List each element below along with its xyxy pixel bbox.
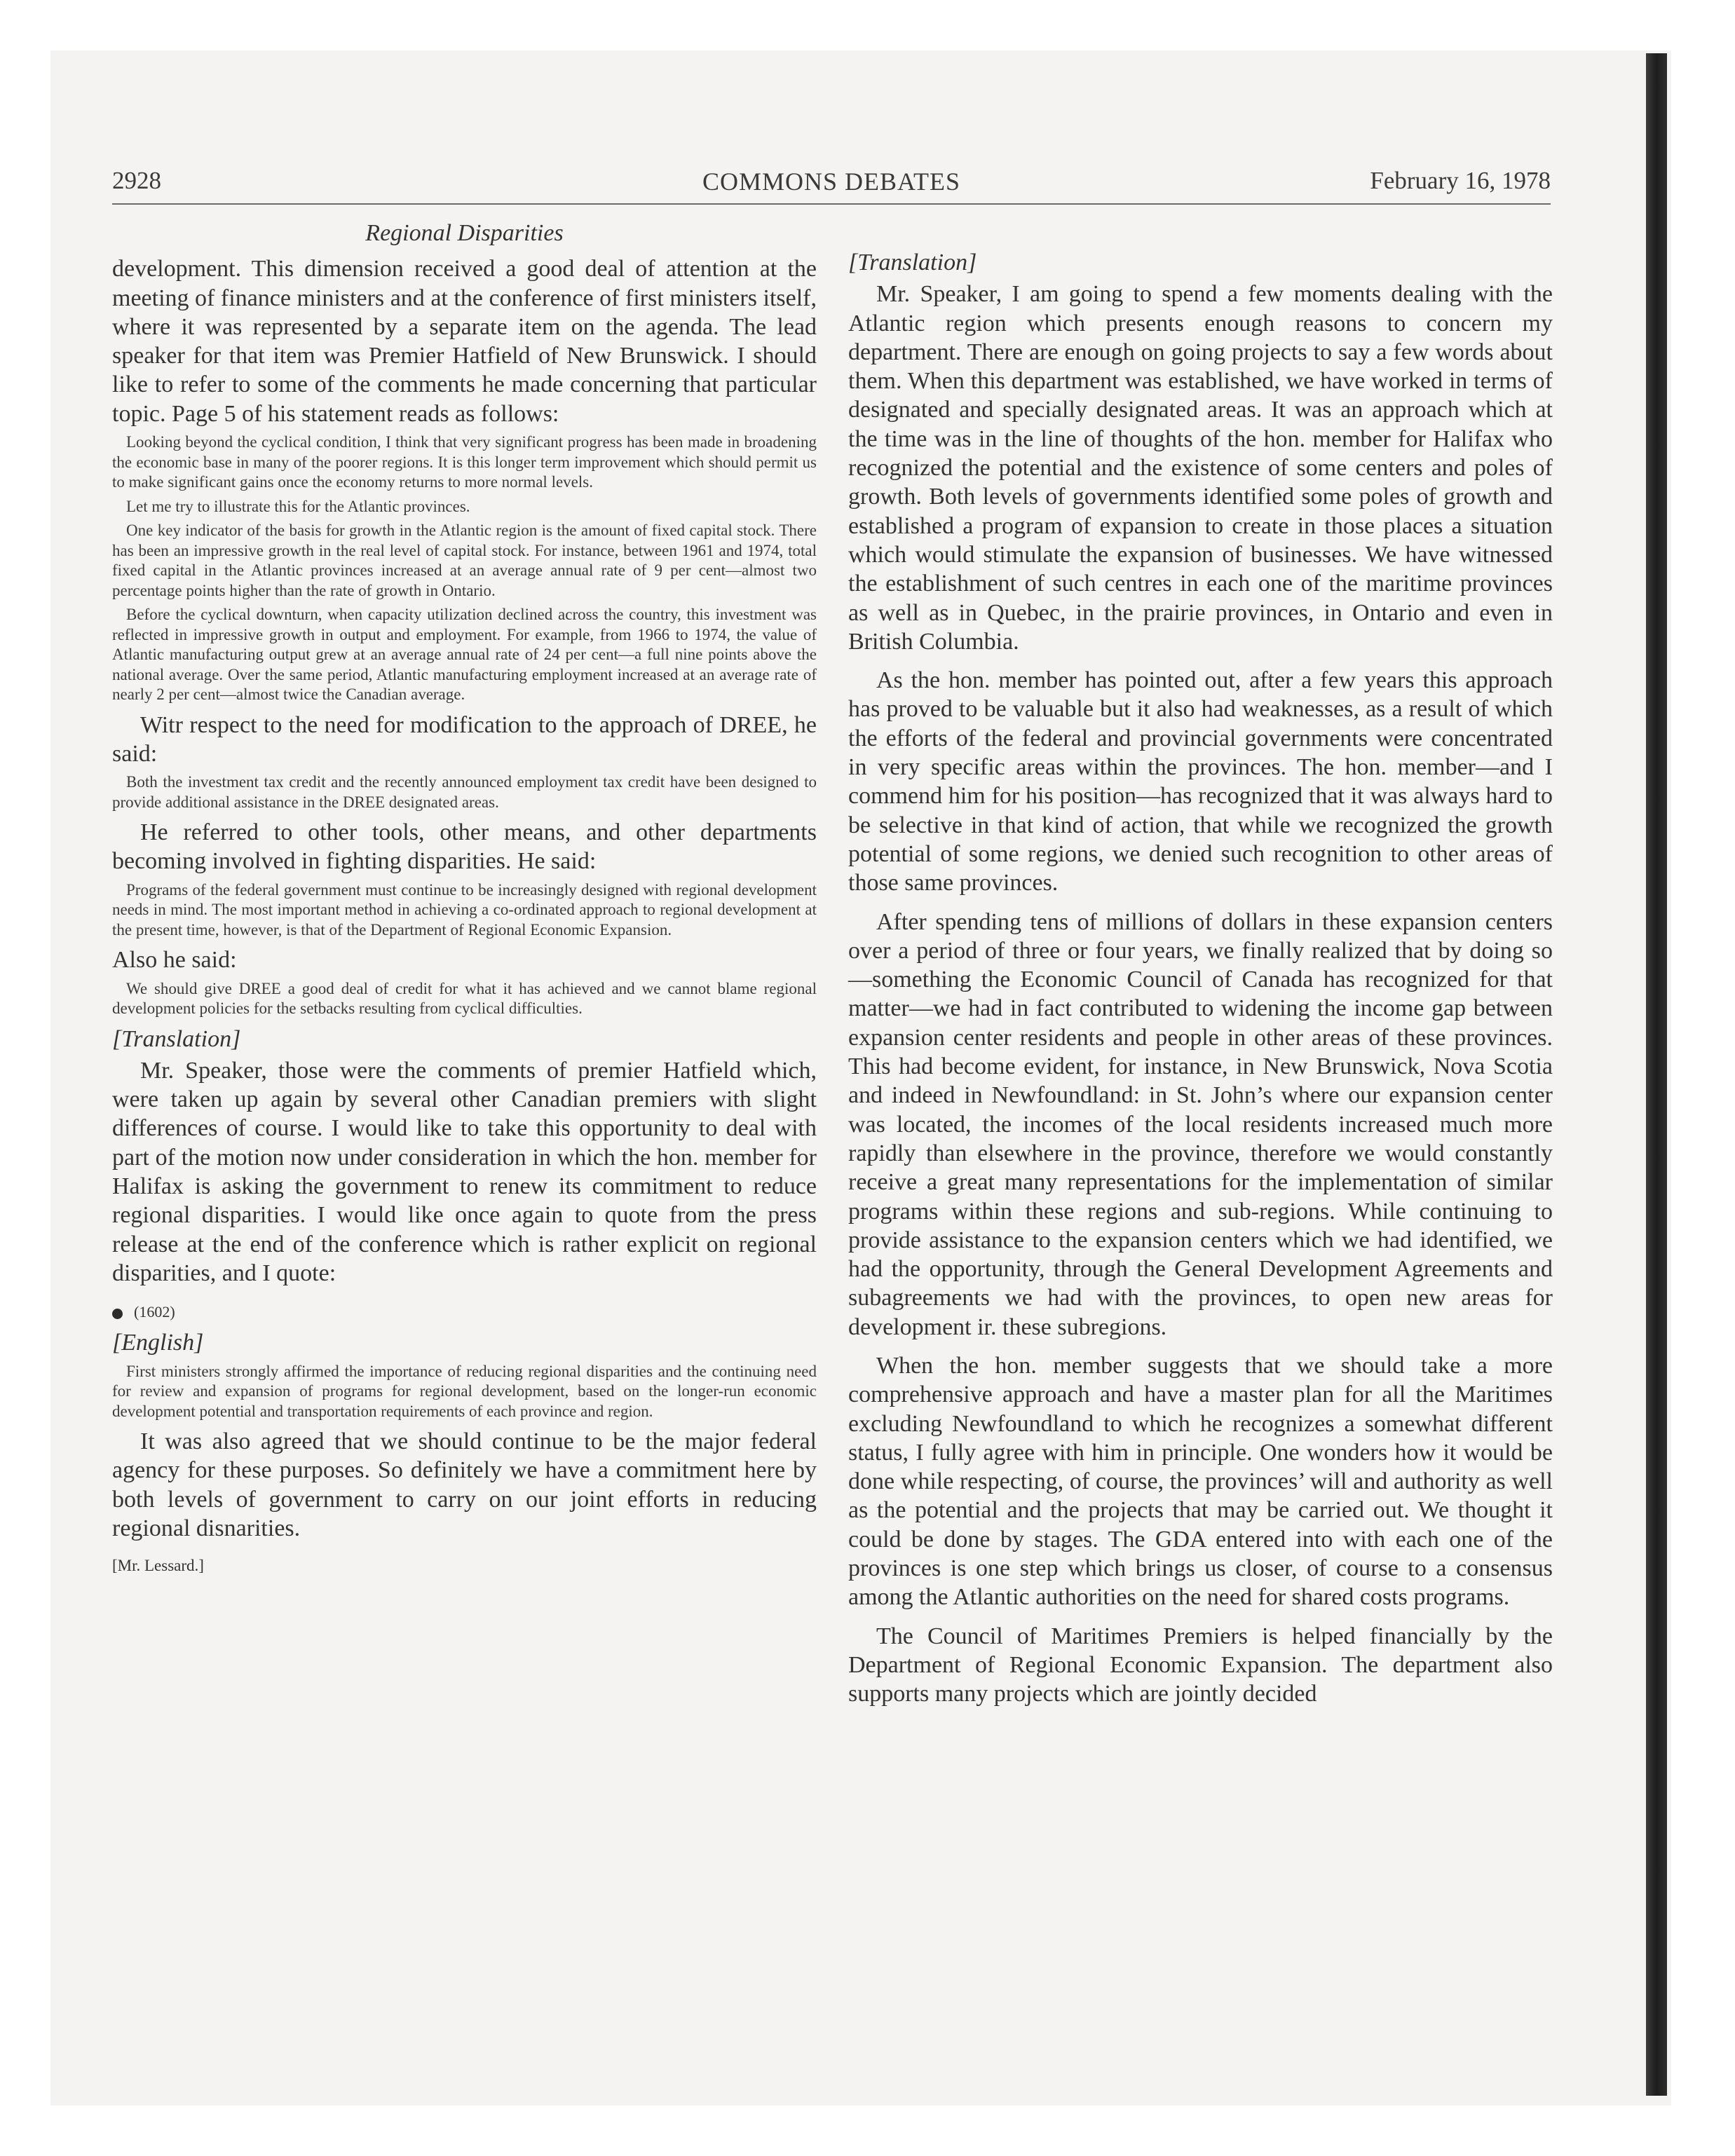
paragraph: development. This dimension received a good deal of attention at the meeting of finance ministers and at the conference of first ministers itself, where it was represented by a separate item on the agenda. The lead speaker for that item was Premier Hatfield of New Brunswick. I should like to refer to some of the comments he made concerning that particular topic. Page 5 of his statement reads as follows: xyxy=(112,256,817,427)
page-number: 2928 xyxy=(112,167,161,194)
header-rule xyxy=(112,203,1551,205)
quote-paragraph: One key indicator of the basis for growth in the Atlantic region is the amount of fixed capital stock. There has been an impressive growth in the real level of capital stock. For instance, between 1961 and 1974, total fixed capital in the Atlantic provinces increased at an average annual rate of 9 per cent—almost two percentage points higher than the rate of growth in Ontario. xyxy=(112,521,817,599)
paragraph: He referred to other tools, other means, and other departments becoming involved in fighting disparities. He said: xyxy=(112,819,817,875)
quote-paragraph: Before the cyclical downturn, when capacity utilization declined across the country, this investment was reflected in impressive growth in output and employment. For example, from 1966 to 1974, the value of Atlantic manufacturing output grew at an average annual rate of 24 per cent—a full nine points above the national average. Over the same period, Atlantic manufacturing employment increased at an average rate of nearly 2 per cent—almost twice the Canadian average. xyxy=(112,606,817,704)
paragraph: Mr. Speaker, those were the comments of premier Hatfield which, were taken up again by several other Canadian premiers with slight differences of course. I would like to take this opportunity to deal with part of the motion now under consideration in which the hon. member for Halifax is asking the government to renew its commitment to reduce regional disparities. I would like once again to quote from the press release at the end of the conference which is rather explicit on regional disparities, and I quote: xyxy=(112,1057,817,1286)
paragraph: When the hon. member suggests that we should take a more comprehensive approach and have a master plan for all the Maritimes excluding Newfoundland to which he recognizes a somewhat different status, I fully agree with him in principle. One wonders how it would be done while respecting, of course, the provinces’ will and authority as well as the potential and the projects that may be carried out. We thought it could be done by stages. The GDA entered into with each one of the provinces is one step which brings us closer, of course to a consensus among the Atlantic authorities on the need for shared costs programs. xyxy=(848,1352,1553,1611)
block-quote xyxy=(112,979,817,1019)
binding-edge xyxy=(1646,53,1667,2096)
left-column xyxy=(112,213,817,1576)
paragraph: Also he said: xyxy=(112,947,237,974)
quote-paragraph: Looking beyond the cyclical condition, I think that very significant progress has been made in broadening the economic base in many of the poorer regions. It is this longer term improvement which should permit us to make significant gains once the economy returns to more normal levels. xyxy=(112,433,817,491)
quote-paragraph: First ministers strongly affirmed the importance of reducing regional disparities and the continuing need for review and expansion of programs for regional development, based on the longer-run economic development potential and transportation requirements of each province and region. xyxy=(112,1362,817,1420)
right-column xyxy=(848,213,1553,1709)
paragraph: The Council of Maritimes Premiers is helped financially by the Department of Regional Economic Expansion. The department also supports many projects which are jointly decided xyxy=(848,1623,1553,1707)
block-quote xyxy=(112,772,817,812)
time-marker-text: (1602) xyxy=(134,1303,175,1321)
paragraph: Witr respect to the need for modification to the approach of DREE, he said: xyxy=(112,711,817,767)
block-quote xyxy=(112,432,817,705)
translation-label: [Translation] xyxy=(112,1025,241,1052)
quote-paragraph: Let me try to illustrate this for the Atlantic provinces. xyxy=(126,497,470,515)
quote-paragraph: We should give DREE a good deal of credit for what it has achieved and we cannot blame regional development policies for the setbacks resulting from cyclical difficulties. xyxy=(112,979,817,1018)
speaker-attribution: [Mr. Lessard.] xyxy=(112,1557,204,1575)
paragraph: As the hon. member has pointed out, after a few years this approach has proved to be valuable but it also had weaknesses, as a result of which the efforts of the federal and provincial governments were concentrated in very specific areas within the provinces. The hon. member—and I commend him for his position—has recognized that it was always hard to be selective in that kind of action, that while we recognized the growth potential of some regions, we denied such recognition to other areas of those same provinces. xyxy=(848,667,1553,896)
paragraph: It was also agreed that we should continue to be the major federal agency for these purposes. So definitely we have a commitment here by both levels of government to carry on our joint efforts in reducing regional disnarities. xyxy=(112,1428,817,1541)
paragraph: Mr. Speaker, I am going to spend a few moments dealing with the Atlantic region which presents enough reasons to concern my department. There are enough on going projects to say a few words about them. When this department was established, we have worked in terms of designated and specially designated areas. It was an approach which at the time was in the line of thoughts of the hon. member for Halifax who recognized the potential and the existence of some centers and poles of growth. Both levels of governments identified some poles of growth and established a program of expansion to create in those places a situation which would stimulate the expansion of businesses. We have witnessed the establishment of such centres in each one of the maritime provinces as well as in Quebec, in the prairie provinces, in Ontario and even in British Columbia. xyxy=(848,281,1553,655)
paragraph: After spending tens of millions of dollars in these expansion centers over a period of three or four years, we finally realized that by doing so—something the Economic Council of Canada has recognized for that matter—we had in fact contributed to widening the income gap between expansion center residents and people in other areas of these provinces. This had become evident, for instance, in New Brunswick, Nova Scotia and indeed in Newfoundland: in St. John’s where our expansion center was located, the incomes of the local residents increased much more rapidly than elsewhere in the province, therefore we would constantly receive a great many representations for the implementation of similar programs within these regions and sub-regions. While continuing to provide assistance to the expansion centers which we had identified, we had the opportunity, through the General Development Agreements and subagreements we had with the provinces, to open new areas for development ir. these subregions. xyxy=(848,908,1553,1340)
publication-title: COMMONS DEBATES xyxy=(702,168,961,196)
block-quote xyxy=(112,880,817,941)
page-date: February 16, 1978 xyxy=(1370,167,1551,194)
bullet-dot-icon xyxy=(112,1309,123,1319)
quote-paragraph: Both the investment tax credit and the recently announced employment tax credit have been designed to provide additional assistance in the DREE designated areas. xyxy=(112,773,817,811)
translation-label: [Translation] xyxy=(848,250,977,275)
quote-paragraph: Programs of the federal government must continue to be increasingly designed with regional development needs in mind. The most important method in achieving a co-ordinated approach to regional development at the present time, however, is that of the Department of Regional Economic Expansion. xyxy=(112,880,817,939)
english-label: [English] xyxy=(112,1330,204,1356)
time-marker xyxy=(112,1302,817,1323)
page-header xyxy=(112,167,1551,203)
block-quote xyxy=(112,1362,817,1422)
section-title: Regional Disparities xyxy=(365,220,564,246)
